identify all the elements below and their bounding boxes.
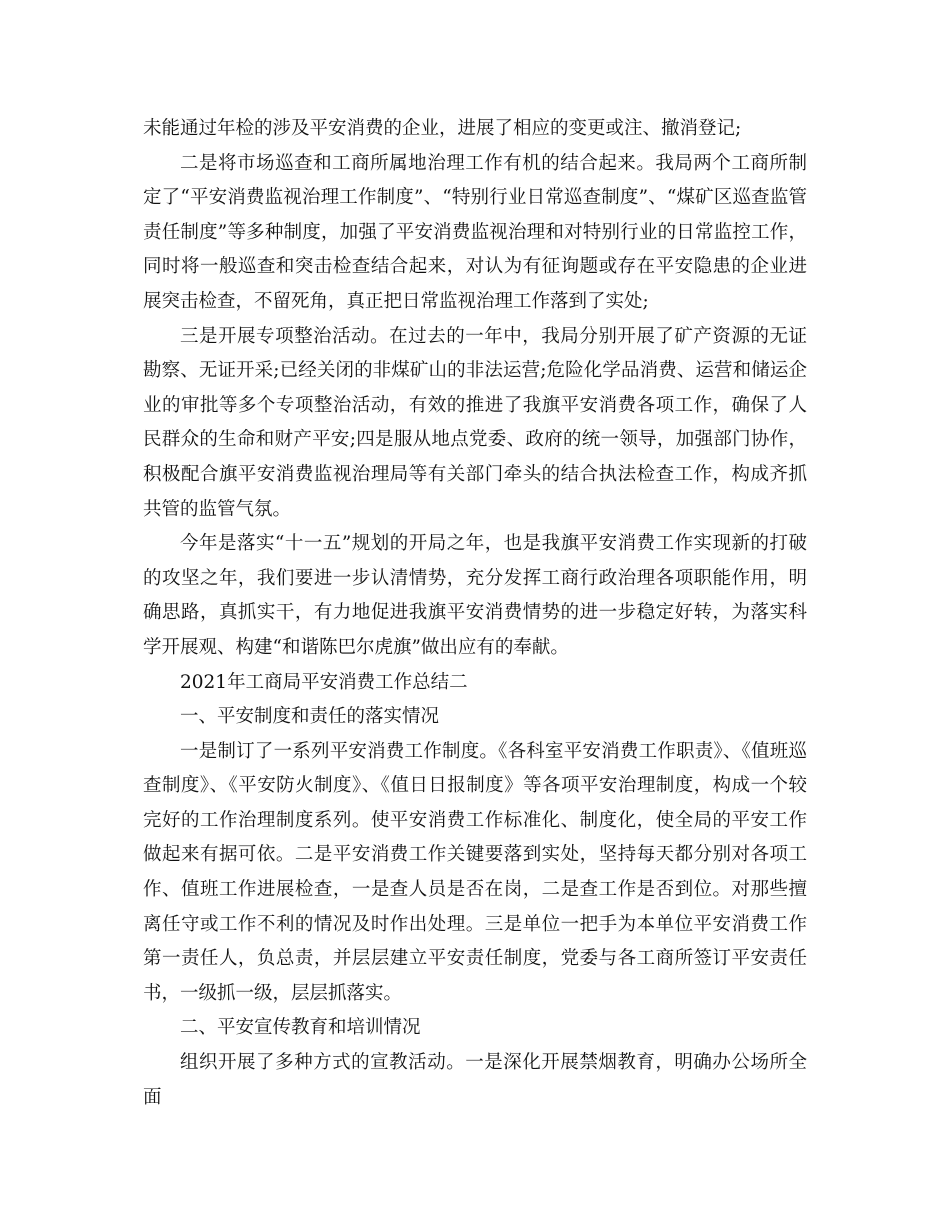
heading-safety-education: 二、平安宣传教育和培训情况 [180, 1017, 421, 1039]
section-title-summary-two: 2021年工商局平安消费工作总结二 [180, 671, 468, 693]
heading-safety-system: 一、平安制度和责任的落实情况 [180, 706, 440, 728]
paragraph-safety-system: 一是制订了一系列平安消费工作制度。《各科室平安消费工作职责》、《值班巡查制度》、《平安防火制度》、《值日日报制度》等各项平安治理制度，构成一个较完好的工作治理制度系列。使平安消费工作标准化、制度化，使全局的平安工作做起来有据可依。二是平安消费工作关键要落到实处，坚持每天都分别对各项工作、值班工作进展检查，一是查人员是否在岗，二是查工作是否到位。对那些擅离任守或工作不利的情况及时作出处理。三是单位一把手为本单位平安消费工作第一责任人，负总责，并层层建立平安责任制度，党委与各工商所签订平安责任书，一级抓一级，层层抓落实。 [143, 740, 807, 1004]
document-body [143, 112, 807, 1115]
paragraph-special-rectification: 三是开展专项整治活动。在过去的一年中，我局分别开展了矿产资源的无证勘察、无证开采;已经关闭的非煤矿山的非法运营;危险化学品消费、运营和储运企业的审批等多个专项整治活动，有效的推进了我旗平安消费各项工作，确保了人民群众的生命和财产平安;四是服从地点党委、政府的统一领导，加强部门协作，积极配合旗平安消费监视治理局等有关部门牵头的结合执法检查工作，构成齐抓共管的监管气氛。 [143, 325, 807, 520]
paragraph-market-inspection: 二是将市场巡查和工商所属地治理工作有机的结合起来。我局两个工商所制定了“平安消费监视治理工作制度”、“特别行业日常巡查制度”、“煤矿区巡查监管责任制度”等多种制度，加强了平安消费监视治理和对特别行业的日常监控工作，同时将一般巡查和突击检查结合起来，对认为有征询题或存在平安隐患的企业进展突击检查，不留死角，真正把日常监视治理工作落到了实处; [143, 152, 807, 312]
paragraph-continuation: 未能通过年检的涉及平安消费的企业，进展了相应的变更或注、撤消登记; [143, 118, 742, 139]
paragraph-safety-education: 组织开展了多种方式的宣教活动。一是深化开展禁烟教育，明确办公场所全面 [143, 1052, 807, 1108]
paragraph-outlook: 今年是落实“十一五”规划的开局之年，也是我旗平安消费工作实现新的打破的攻坚之年，我们要进一步认清情势，充分发挥工商行政治理各项职能作用，明确思路，真抓实干，有力地促进我旗平安消费情势的进一步稳定好转，为落实科学开展观、构建“和谐陈巴尔虎旗”做出应有的奉献。 [143, 533, 807, 658]
